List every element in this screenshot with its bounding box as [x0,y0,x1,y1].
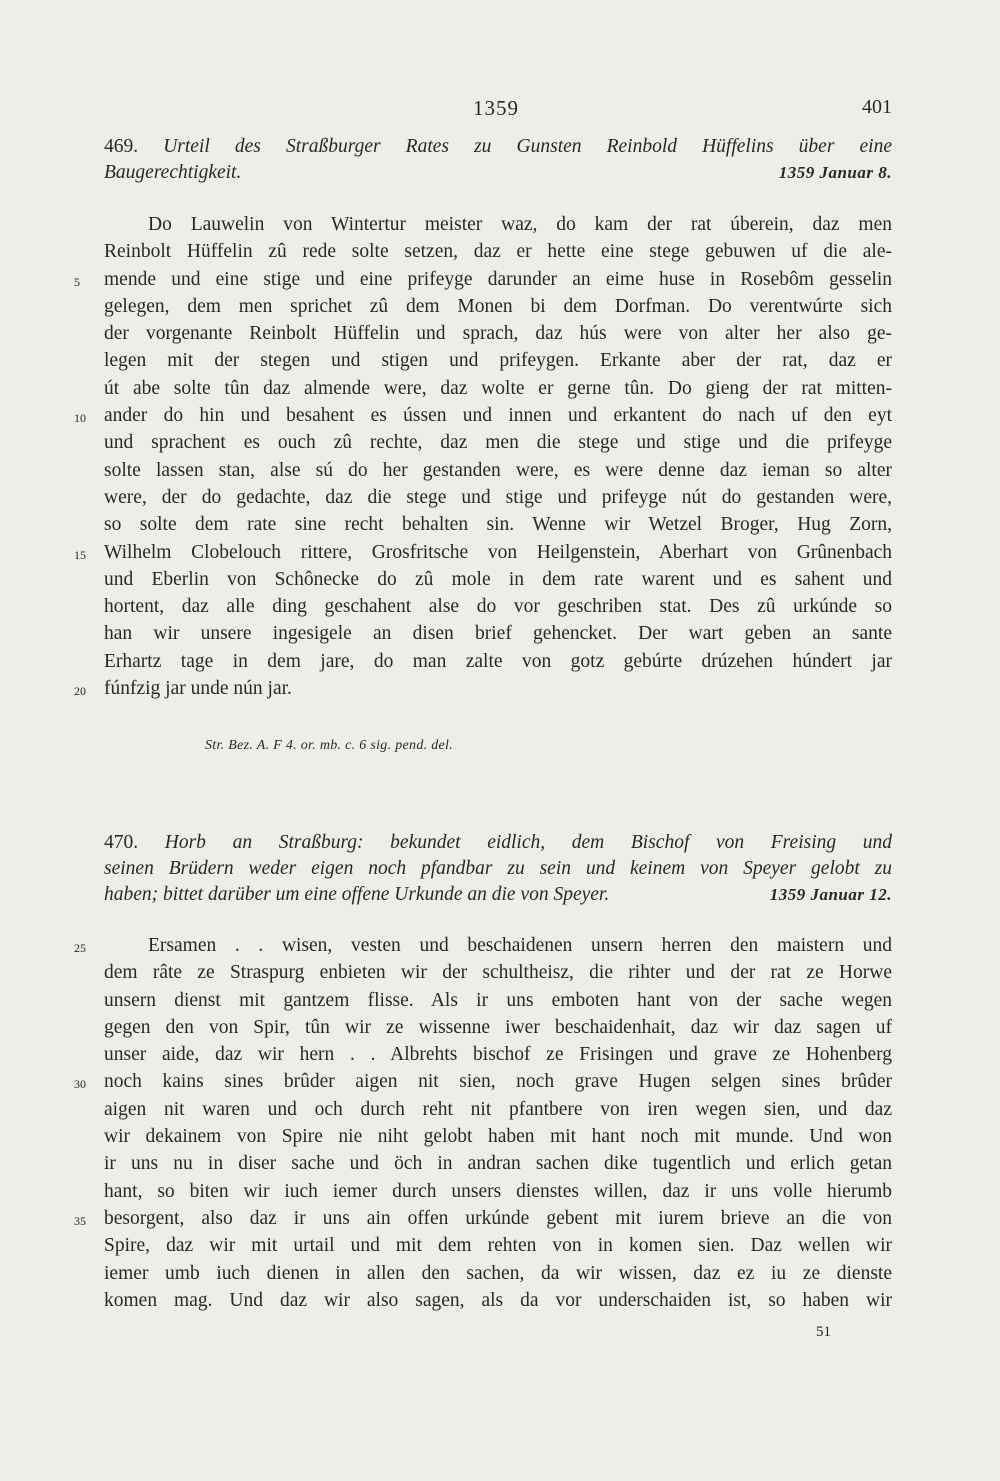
text-line [104,429,892,456]
line-text: mende und eine stige und eine prifeyge darunder an eime huse in Rosebôm gesselin [104,268,892,290]
text-line [74,675,892,702]
text-line [104,1287,892,1314]
line-text: unsern dienst mit gantzem flisse. Als ir uns emboten hant von der sache wegen [104,989,892,1011]
text-line [104,1014,892,1041]
doc-470-title-line3: haben; bittet darüber um eine offene Urkunde an die von Speyer. [104,884,610,905]
text-line [104,484,892,511]
doc-470-title-line1: Horb an Straßburg: bekundet eidlich, dem Bischof von Freising und [164,832,892,853]
text-line [74,402,892,429]
text-line [104,1232,892,1259]
line-text: Wilhelm Clobelouch rittere, Grosfritsche von Heilgenstein, Aberhart von Grûnenbach [104,541,892,563]
line-text: ir uns nu in diser sache und öch in andran sachen dike tugentlich und erlich getan [104,1153,892,1175]
text-line [74,932,892,959]
running-head [100,96,892,122]
text-line [104,1260,892,1287]
line-text: besorgent, also daz ir uns ain offen urkúnde gebent mit iurem brieve an die von [104,1207,892,1229]
line-text: wir dekainem von Spire nie niht gelobt haben mit hant noch mit munde. Und won [104,1126,892,1148]
text-line [74,266,892,293]
doc-470-title-line2: seinen Brüdern weder eigen noch pfandbar zu sein und keinem von Speyer gelobt zu [104,858,892,879]
line-text: gelegen, dem men sprichet zû dem Monen bi dem Dorfman. Do verentwúrte sich [104,295,892,317]
line-text: unser aide, daz wir hern . . Albrehts bischof ze Frisingen und grave ze Hohenberg [104,1044,892,1066]
doc-470-number: 470. [104,832,139,853]
line-number: 25 [74,941,86,955]
doc-469-date: 1359 Januar 8. [778,163,892,182]
text-line [104,238,892,265]
doc-470-heading [104,830,892,908]
text-line [104,648,892,675]
doc-469-number: 469. [104,136,139,157]
text-line [74,1068,892,1095]
text-line [104,1150,892,1177]
line-text: fúnfzig jar unde nún jar. [104,678,292,700]
line-text: und Eberlin von Schônecke do zû mole in dem rate warent und es sahent und [104,568,892,590]
text-line [104,566,892,593]
text-line [74,1205,892,1232]
line-number: 35 [74,1213,86,1228]
text-line [104,293,892,320]
line-number: 30 [74,1077,86,1092]
line-text: noch kains sines brûder aigen nit sien, noch grave Hugen selgen sines brûder [104,1071,892,1093]
line-text: út abe solte tûn daz almende were, daz wolte er gerne tûn. Do gieng der rat mitten- [104,377,892,399]
line-text: were, der do gedachte, daz die stege und stige und prifeyge nút do gestanden were, [104,486,892,508]
doc-470-body [74,932,892,1314]
line-text: gegen den von Spir, tûn wir ze wissenne iwer beschaidenhait, daz wir daz sagen uf [104,1016,892,1038]
line-text: iemer umb iuch dienen in allen den sachen, da wir wissen, daz ez iu ze dienste [104,1262,892,1284]
text-line [104,211,892,238]
line-text: hortent, daz alle ding geschahent alse do vor geschriben stat. Des zû urkúnde so [104,596,892,618]
line-text: Erhartz tage in dem jare, do man zalte von gotz gebúrte drúzehen húndert jar [104,650,892,672]
line-text: legen mit der stegen und stigen und prifeygen. Erkante aber der rat, daz er [104,350,892,372]
doc-469-source: Str. Bez. A. F 4. or. mb. c. 6 sig. pend. del. [205,738,454,753]
line-number: 15 [74,547,86,562]
line-number: 5 [74,274,80,289]
line-text: han wir unsere ingesigele an disen brief gehencket. Der wart geben an sante [104,623,892,645]
line-text: hant, so biten wir iuch iemer durch unsers dienstes willen, daz ir uns volle hierumb [104,1180,892,1202]
doc-469-title-line1: Urteil des Straßburger Rates zu Gunsten Reinbold Hüffelins über eine [163,136,892,157]
page-number: 401 [862,96,892,118]
text-line [104,959,892,986]
line-text: komen mag. Und daz wir also sagen, als da vor underschaiden ist, so haben wir [104,1289,892,1311]
text-line [104,620,892,647]
text-line [104,375,892,402]
line-text: Reinbolt Hüffelin zû rede solte setzen, daz er hette eine stege gebuwen uf die ale- [104,241,892,263]
text-line [104,457,892,484]
line-text: aigen nit waren und och durch reht nit pfantbere von iren wegen sien, und daz [104,1098,892,1120]
text-line [104,1178,892,1205]
text-line [104,1123,892,1150]
text-line [74,539,892,566]
line-text: und sprachent es ouch zû rechte, daz men die stege und stige und die prifeyge [104,432,892,454]
signature-mark: 51 [816,1324,831,1340]
doc-469-heading [104,134,892,186]
line-text: dem râte ze Straspurg enbieten wir der schultheisz, die rihter und der rat ze Horwe [104,962,892,984]
line-text: ander do hin und besahent es ússen und innen und erkantent do nach uf den eyt [104,405,892,427]
text-line [104,1096,892,1123]
line-text: Ersamen . . wisen, vesten und beschaidenen unsern herren den maistern und [148,935,892,956]
text-line [104,511,892,538]
doc-469-body [74,211,892,702]
text-line [104,320,892,347]
line-text: solte lassen stan, alse sú do her gestanden were, es were denne daz ieman so alter [104,459,892,481]
doc-470-date: 1359 Januar 12. [769,885,892,904]
line-text: so solte dem rate sine recht behalten sin. Wenne wir Wetzel Broger, Hug Zorn, [104,514,892,536]
line-number: 10 [74,411,86,426]
text-line [104,1041,892,1068]
line-text: Spire, daz wir mit urtail und mit dem rehten von in komen sien. Daz wellen wir [104,1235,892,1257]
line-text: der vorgenante Reinbolt Hüffelin und sprach, daz hús were von alter her also ge- [104,323,892,345]
line-text: Do Lauwelin von Wintertur meister waz, do kam der rat úberein, daz men [148,214,892,235]
line-number: 20 [74,684,86,699]
header-year: 1359 [473,96,519,120]
doc-469-title-line2: Baugerechtigkeit. [104,162,242,183]
text-line [104,593,892,620]
text-line [104,347,892,374]
text-line [104,987,892,1014]
